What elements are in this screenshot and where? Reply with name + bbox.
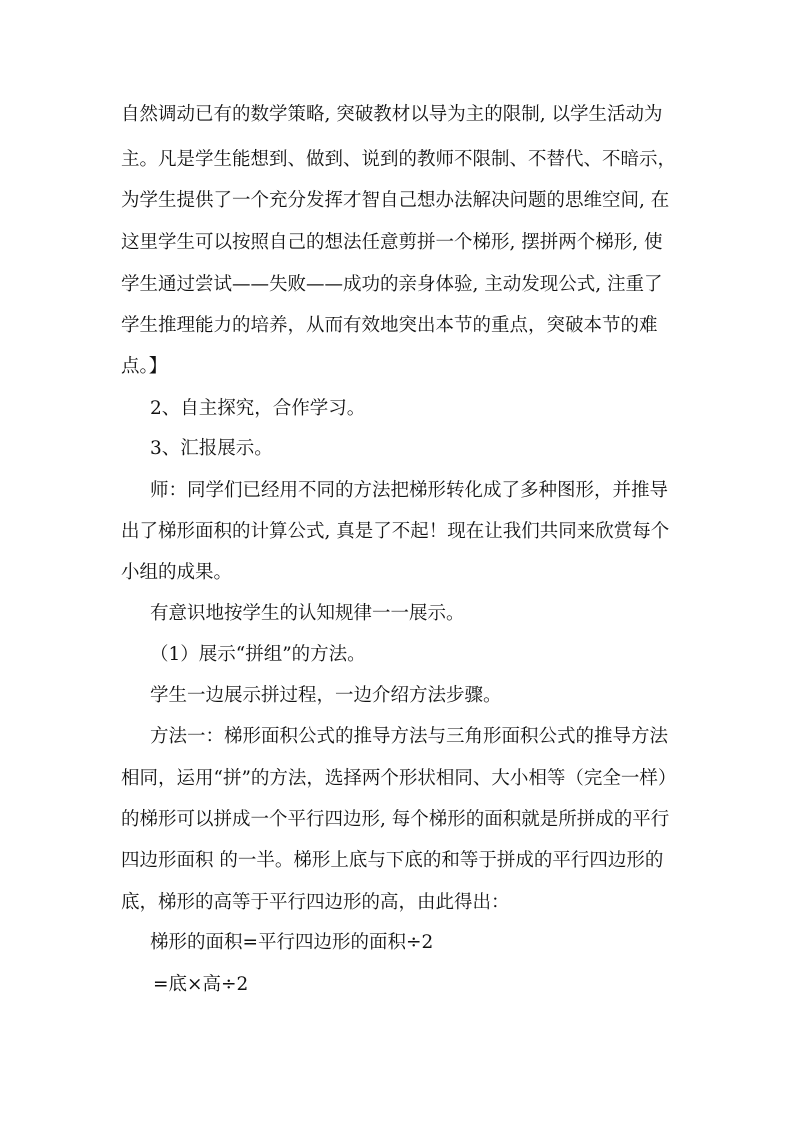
method-line: 方法一：梯形面积公式的推导方法与三角形面积公式的推导方法 [150, 726, 669, 747]
paragraph-line: 自然调动已有的数学策略, 突破教材以导为主的限制, 以学生活动为 [121, 104, 663, 125]
teacher-line: 师：同学们已经用不同的方法把梯形转化成了多种图形，并推导 [150, 480, 669, 501]
formula-line: =底×高÷2 [153, 974, 249, 995]
paragraph-line: 底，梯形的高等于平行四边形的高，由此得出： [121, 892, 510, 913]
paragraph-line: 学生一边展示拼过程，一边介绍方法步骤。 [150, 685, 502, 706]
paragraph-line: 小组的成果。 [121, 562, 233, 583]
paragraph-line: 主。凡是学生能想到、做到、说到的教师不限制、不替代、不暗示， [121, 149, 677, 170]
paragraph-line: 学生通过尝试——失败——成功的亲身体验, 主动发现公式, 注重了 [121, 274, 663, 295]
step-heading: 2、自主探究，合作学习。 [150, 398, 366, 419]
subsection-heading: （1）展示“拼组”的方法。 [150, 644, 366, 665]
step-heading: 3、汇报展示。 [150, 438, 273, 459]
paragraph-line: 相同，运用“拼”的方法，选择两个形状相同、大小相等（完全一样） [121, 768, 677, 789]
paragraph-line: 出了梯形面积的计算公式, 真是了不起！现在让我们共同来欣赏每个 [121, 521, 670, 542]
paragraph-line: 点。】 [121, 356, 168, 377]
paragraph-line: 为学生提供了一个充分发挥才智自己想办法解决问题的思维空间, 在 [121, 190, 670, 211]
paragraph-line: 学生推理能力的培养，从而有效地突出本节的重点，突破本节的难 [121, 315, 658, 336]
paragraph-line: 四边形面积 的一半。梯形上底与下底的和等于拼成的平行四边形的 [121, 850, 664, 871]
paragraph-line: 有意识地按学生的认知规律一一展示。 [150, 603, 465, 624]
formula-line: 梯形的面积=平行四边形的面积÷2 [150, 932, 434, 953]
paragraph-line: 的梯形可以拼成一个平行四边形, 每个梯形的面积就是所拼成的平行 [121, 809, 670, 830]
paragraph-line: 这里学生可以按照自己的想法任意剪拼一个梯形, 摆拼两个梯形, 使 [121, 232, 663, 253]
